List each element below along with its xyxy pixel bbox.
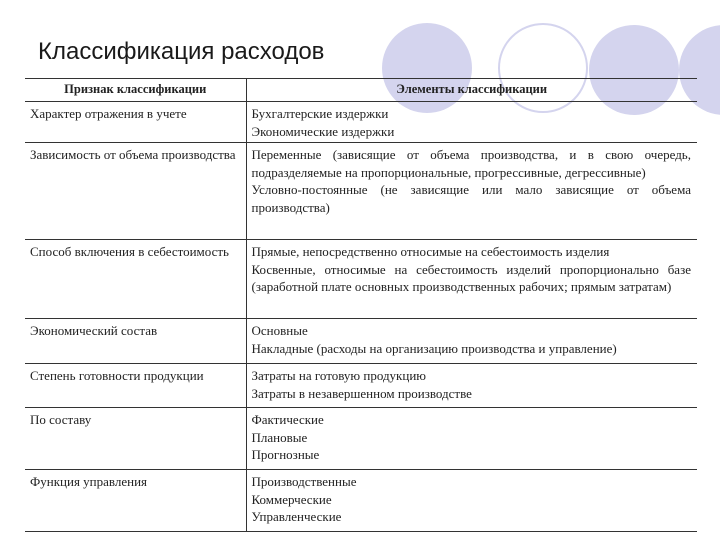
element-item: Прогнозные <box>251 447 320 462</box>
element-item: Плановые <box>251 429 308 445</box>
row-elements <box>246 319 697 364</box>
element-item: Коммерческие <box>251 491 332 507</box>
row-elements <box>246 470 697 532</box>
element-item: Затраты в незавершенном производстве <box>251 385 472 401</box>
header-elements: Элементы классификации <box>246 79 697 102</box>
element-item: Фактические <box>251 412 324 427</box>
element-item: Косвенные, относимые на себестоимость изделий пропорционально базе (заработной плате основных производственных рабочих; прямым затратам) <box>251 261 691 294</box>
row-criterion: Степень готовности продукции <box>25 364 246 408</box>
row-criterion: Зависимость от объема производства <box>25 143 246 240</box>
element-item: Переменные (зависящие от объема производства, и в свою очередь, подразделяемые на пропорциональные, прогрессивные, дегрессивные) <box>251 147 691 180</box>
element-item: Экономические издержки <box>251 123 395 139</box>
row-elements <box>246 240 697 319</box>
table-row <box>25 364 697 408</box>
row-criterion: Способ включения в себестоимость <box>25 240 246 319</box>
element-item: Затраты на готовую продукцию <box>251 368 427 383</box>
table-row <box>25 143 697 240</box>
element-item: Условно-постоянные (не зависящие или мало зависящие от объема производства) <box>251 182 691 215</box>
row-criterion: Экономический состав <box>25 319 246 364</box>
header-criterion: Признак классификации <box>25 79 246 102</box>
element-item: Производственные <box>251 474 357 489</box>
element-item: Бухгалтерские издержки <box>251 106 389 121</box>
table-header-row <box>25 79 697 102</box>
table-row <box>25 319 697 364</box>
table-row <box>25 408 697 470</box>
table-row <box>25 240 697 319</box>
element-item: Прямые, непосредственно относимые на себестоимость изделия <box>251 244 610 259</box>
element-item: Основные <box>251 323 308 338</box>
row-criterion: Характер отражения в учете <box>25 102 246 143</box>
element-item: Накладные (расходы на организацию производства и управление) <box>251 340 617 356</box>
row-criterion: Функция управления <box>25 470 246 532</box>
table-row <box>25 102 697 143</box>
element-item: Управленческие <box>251 509 342 524</box>
row-criterion: По составу <box>25 408 246 470</box>
row-elements <box>246 408 697 470</box>
row-elements <box>246 102 697 143</box>
table-row <box>25 470 697 532</box>
classification-table <box>25 78 697 532</box>
row-elements <box>246 364 697 408</box>
slide-title: Классификация расходов <box>38 38 325 65</box>
row-elements <box>246 143 697 240</box>
